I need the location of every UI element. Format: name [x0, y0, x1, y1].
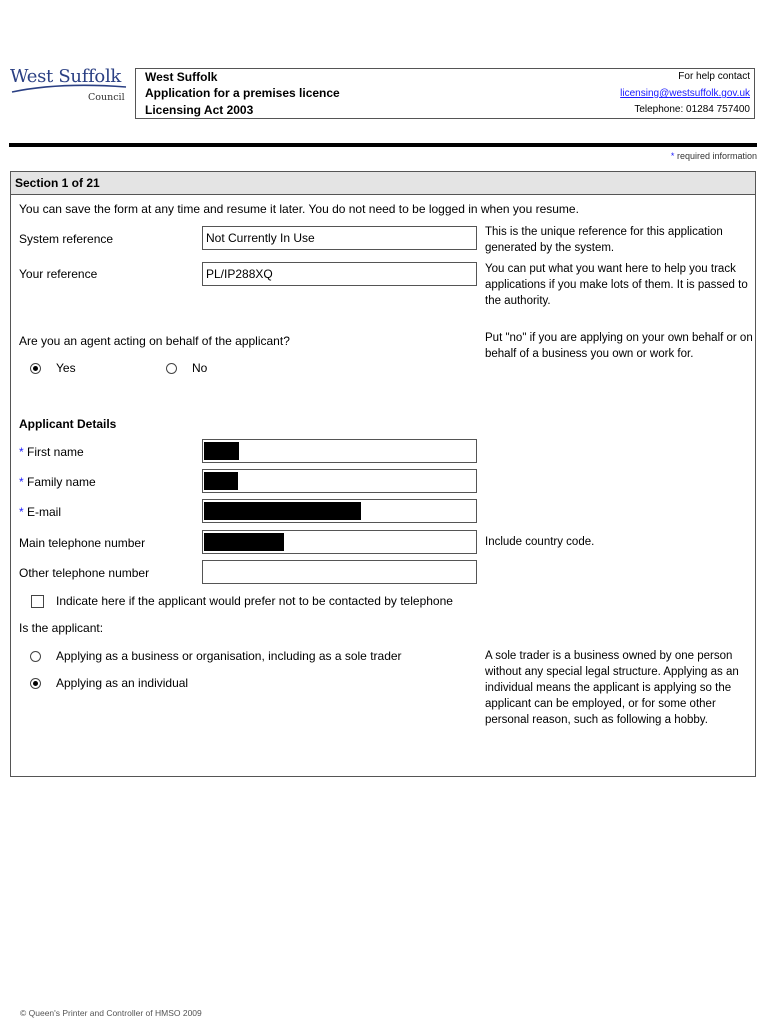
applicant-details-heading: Applicant Details	[19, 417, 117, 431]
agent-yes-radio[interactable]	[30, 363, 41, 374]
family-name-label	[19, 475, 96, 489]
applicant-type-question: Is the applicant:	[19, 621, 104, 635]
applicant-business-label: Applying as a business or organisation, including as a sole trader	[56, 649, 402, 663]
no-telephone-contact-label: Indicate here if the applicant would prefer not to be contacted by telephone	[56, 594, 453, 608]
applicant-individual-label: Applying as an individual	[56, 676, 189, 690]
applicant-business-radio[interactable]	[30, 651, 41, 662]
required-star: *	[670, 151, 675, 161]
header-act: Licensing Act 2003	[145, 103, 254, 117]
copyright-footer: © Queen's Printer and Controller of HMSO 2009	[20, 1008, 202, 1018]
family-name-label-text: Family name	[27, 475, 96, 489]
family-name-required-star: *	[19, 475, 24, 489]
redaction-block	[204, 502, 361, 520]
main-telephone-label: Main telephone number	[19, 536, 146, 550]
west-suffolk-logo	[10, 66, 128, 106]
agent-no-radio[interactable]	[166, 363, 177, 374]
your-reference-note: You can put what you want here to help you track applications if you make lots of them. It is passed to the authority.	[485, 263, 748, 307]
help-contact-label: For help contact	[678, 71, 750, 82]
header-form-title: Application for a premises licence	[145, 86, 340, 100]
section-title: Section 1 of 21	[15, 176, 100, 190]
other-telephone-label: Other telephone number	[19, 566, 150, 580]
agent-no-label: No	[192, 361, 208, 375]
family-name-input[interactable]	[202, 469, 477, 493]
main-telephone-note: Include country code.	[485, 536, 595, 548]
your-reference-value: PL/IP288XQ	[206, 267, 273, 281]
required-info-note	[671, 151, 757, 161]
header-org: West Suffolk	[145, 70, 218, 84]
redaction-block	[204, 442, 239, 460]
email-input[interactable]	[202, 499, 477, 523]
main-telephone-input[interactable]	[202, 530, 477, 554]
other-telephone-input[interactable]	[202, 560, 477, 584]
form-header	[135, 68, 755, 119]
system-reference-label: System reference	[19, 232, 114, 246]
help-telephone: Telephone: 01284 757400	[634, 104, 750, 115]
agent-note: Put "no" if you are applying on your own behalf or on behalf of a business you own or work for.	[485, 332, 753, 360]
system-reference-value: Not Currently In Use	[206, 231, 315, 245]
your-reference-input[interactable]	[202, 262, 477, 286]
first-name-label	[19, 445, 84, 459]
redaction-block	[204, 533, 284, 551]
no-telephone-contact-checkbox[interactable]	[31, 595, 44, 608]
header-divider	[9, 143, 757, 147]
first-name-input[interactable]	[202, 439, 477, 463]
help-email-link[interactable]: licensing@westsuffolk.gov.uk	[620, 88, 750, 99]
system-reference-note: This is the unique reference for this application generated by the system.	[485, 226, 723, 254]
applicant-type-note: A sole trader is a business owned by one person without any special legal structure. Applying as an individual means the applicant is applying so the applicant can be employed, or for some other personal reason, such as following a hobby.	[485, 650, 739, 726]
first-name-label-text: First name	[27, 445, 84, 459]
section-intro: You can save the form at any time and resume it later. You do not need to be logged in when you resume.	[19, 202, 579, 216]
section-1	[10, 171, 756, 777]
agent-yes-label: Yes	[56, 361, 76, 375]
applicant-individual-radio[interactable]	[30, 678, 41, 689]
logo-org-name: West Suffolk	[10, 66, 122, 87]
redaction-block	[204, 472, 238, 490]
section-title-bar	[11, 172, 755, 195]
system-reference-field	[202, 226, 477, 250]
agent-question: Are you an agent acting on behalf of the applicant?	[19, 334, 290, 348]
first-name-required-star: *	[19, 445, 24, 459]
required-info-label: required information	[676, 151, 757, 161]
email-label-text: E-mail	[27, 505, 62, 519]
logo-council-text: Council	[88, 92, 125, 103]
email-required-star: *	[19, 505, 24, 519]
your-reference-label: Your reference	[19, 267, 98, 281]
email-label	[19, 505, 61, 519]
